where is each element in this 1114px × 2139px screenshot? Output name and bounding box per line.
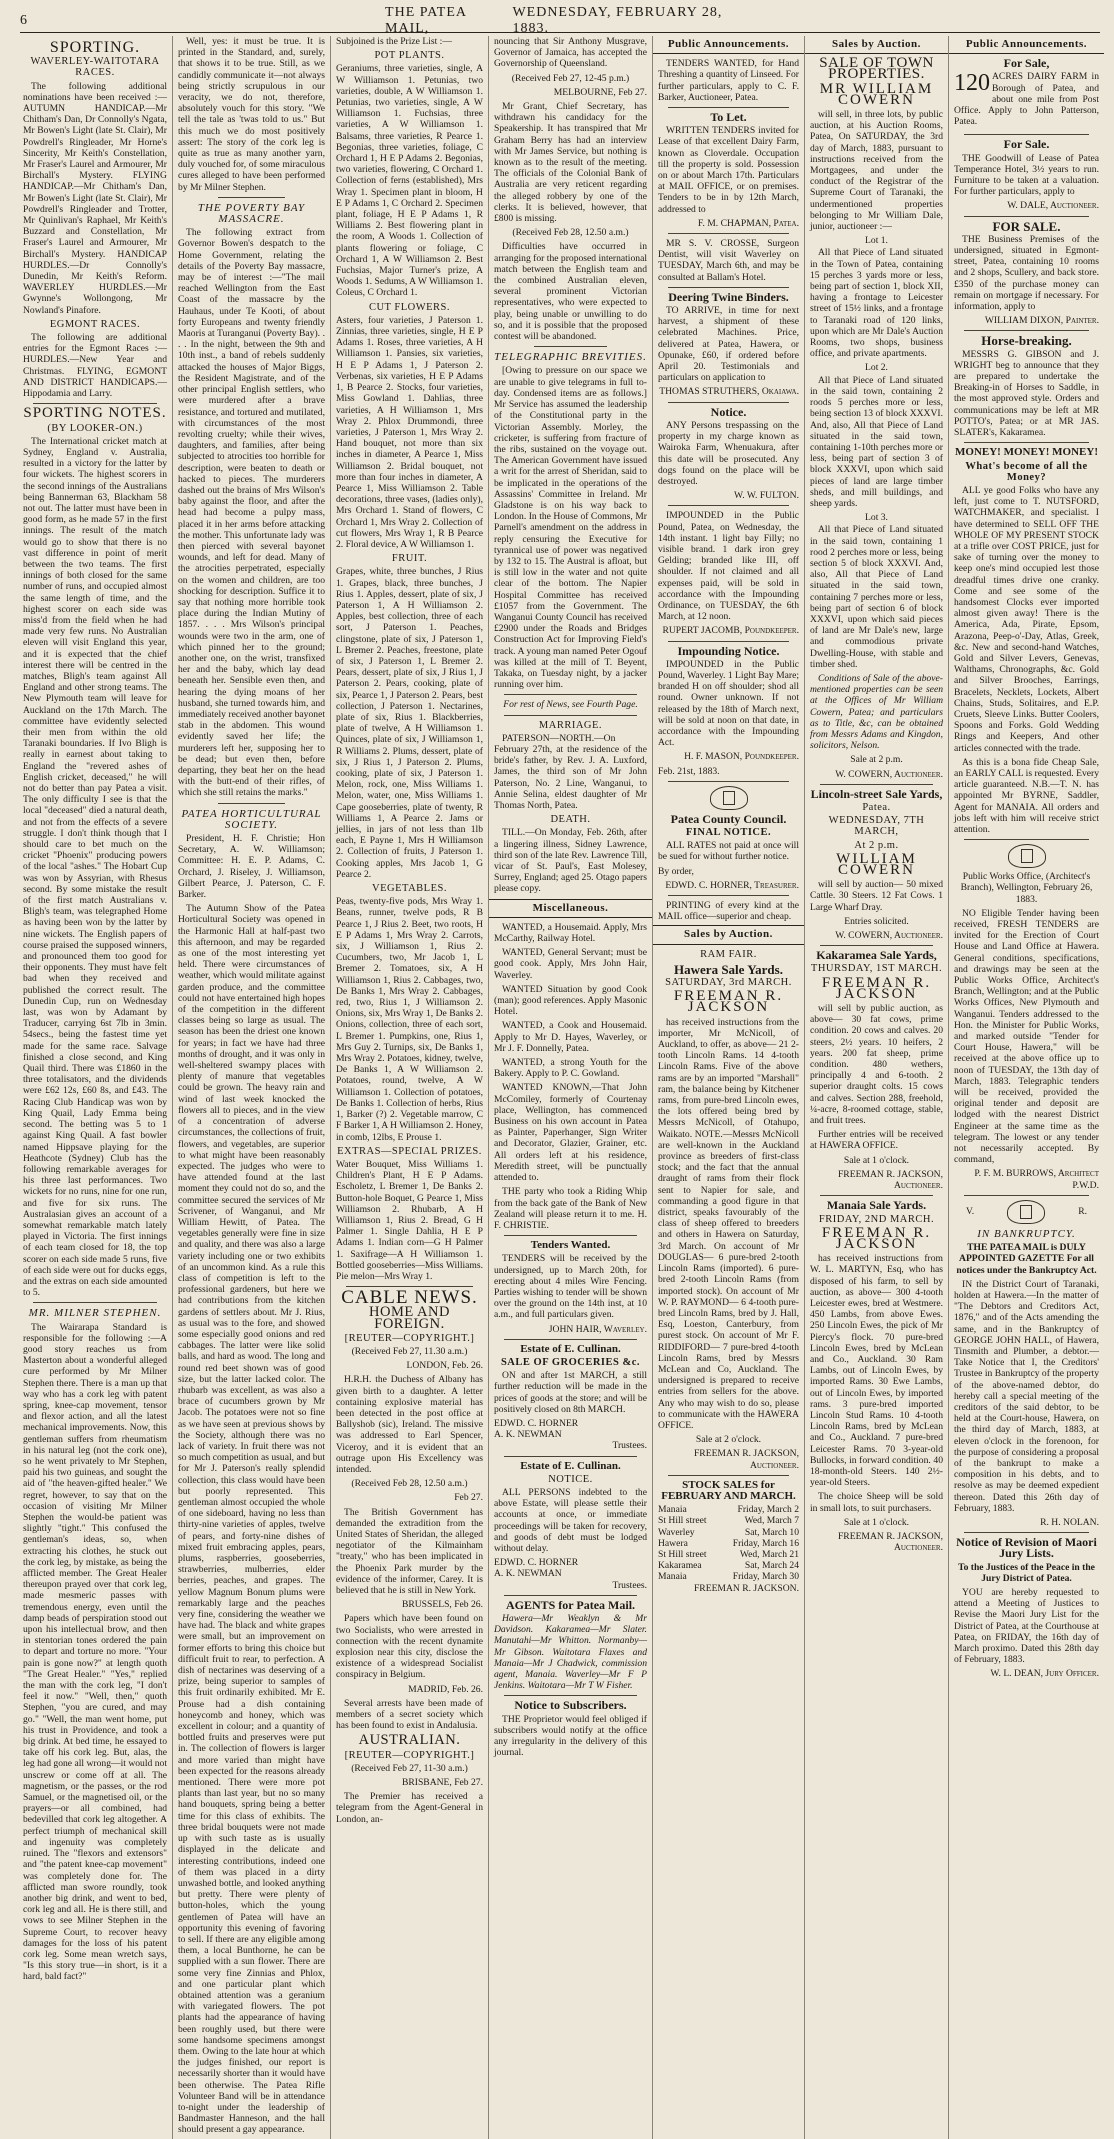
sales-by-auction-heading: Sales by Auction. <box>805 36 948 54</box>
divider <box>218 197 285 198</box>
misc-ad: WANTED, a Housemaid. Apply, Mrs McCarthy, Railway Hotel. <box>494 921 647 945</box>
auctioneer-name: FREEMAN R. JACKSON <box>821 1224 932 1252</box>
stock-sales-heading: STOCK SALES for FEBRUARY AND MARCH. <box>661 1478 796 1502</box>
public-announcements-heading: Public Announcements. <box>653 36 804 54</box>
column-2 <box>173 36 331 2139</box>
divider <box>668 781 789 782</box>
divider <box>504 715 637 716</box>
for-sale-heading: For Sale, <box>1003 56 1050 71</box>
column-1 <box>18 36 173 2139</box>
lincoln-street-time: At 2 p.m. <box>854 839 899 851</box>
marriage-heading: MARRIAGE. <box>538 719 603 731</box>
ram-fair-label: RAM FAIR. <box>700 948 757 960</box>
business-premises-signature: WILLIAM DIXON, Painter. <box>984 315 1099 327</box>
lincoln-street-signature: W. COWERN, Auctioneer. <box>835 930 943 942</box>
australian-reuter: [REUTER—COPYRIGHT.] <box>344 1749 475 1761</box>
stock-sale-place: Manaia <box>658 1504 687 1516</box>
divider <box>964 330 1089 331</box>
misc-ad: WANTED, a Cook and Housemaid. Apply to Mr D. Hayes, Waverley, or Mr J. F. Donnelly, Patea. <box>494 1020 647 1054</box>
divider <box>668 287 789 288</box>
misc-ad: WANTED Situation by good Cook (man); good references. Apply Masonic Hotel. <box>494 983 647 1018</box>
misc-ad: WANTED KNOWN,—That John McComiley, formerly of Courtenay place, Wellington, has commenced Business on his own account in Patea as Painter, Paperhanger, Sign Writer and Decorator, Glazier, Grainer, etc. All orders left at his residence, Meredith street, will be punctually attended to. <box>494 1082 647 1184</box>
stock-sale-date: Sat, March 10 <box>744 1526 799 1538</box>
stock-sale-place: Manaia <box>658 1571 687 1583</box>
brussels-dateline: BRUSSELS, Feb 26. <box>401 1599 483 1611</box>
misc-ad: WANTED, General Servant; must be good cook. Apply, Mrs John Hair, Waverley. <box>494 947 647 981</box>
public-works-body: NO Eligible Tender having been received, FRESH TENDERS are invited for the Erection of Court House and Land Office at Hawera. General conditions, specifications, and drawings may be seen at the Public Works Office, Architect's Branch, Wellington; and at the Public Works Offices, New Plymouth and Wanganui. Tenders addressed to the Hon. the Minister for Public Works, and marked outside "Tender for Court House, Hawera," will be received at the above office up to noon of TUESDAY, the 13th day of March, 1883. Telegraphic tenders will be received, provided the original tender and deposit are lodged with the nearest District Engineer at the same time as the telegram. The lowest or any tender not necessarily accepted. By command, <box>954 907 1099 1166</box>
pot-plants-list: Geraniums, three varieties, single, A W Williamson 1. Petunias, two varieties, double, A W Williamson 1. Petunias, two varieties, single, A W Williamson 1. Fuchsias, three varieties, A W Williamson 1. Balsams, three varieties, R Pearce 1. Begonias, three varieties, foliage, C Orchard 1, H E P Adams 2. Begonias, two varieties, flowering, C Orchard 1. Collection of ferns (established), Mrs Wray 1. Specimen plant in bloom, H E P Adams 1, C Orchard 2. Specimen plant, foliage, H E P Adams 1, R Williams 2. Best flowering plant in the room, A Woods 1. Collection of plants flowering or foliage, C Orchard 1, A W Williamson 2. Best Fuchsias, Major Turner's prize, A Woods 1. Sedums, A W Williamson 1. Coleus, C Orchard 1. <box>336 63 483 299</box>
issue-date: WEDNESDAY, FEBRUARY 28, 1883. <box>512 5 723 36</box>
kakaramea-body: will sell by public auction, as above— 30 fat cows, prime condition. 20 cows and calves. 20 steers, 2½ years. 10 heifers, 2 years. 200 fat sheep, prime condition. 480 wethers, principally 4 and 6-tooth. 2 superior draught colts. 15 cows and calves. Section 288, freehold, ¼-acre, 8-roomed cottage, stable, and fruit trees. <box>810 1003 943 1127</box>
dentist-notice: MR S. V. CROSSE, Surgeon Dentist, will visit Waverley on TUESDAY, March 6th, and may be consulted at Ballam's Hotel. <box>658 238 799 283</box>
vegetables-list: Peas, twenty-five pods, Mrs Wray 1. Beans, runner, twelve pods, R B Pearce 1, J Rius 2. Beet, two roots, H E P Adams 1, Mrs Wray 2. Carrots, six, J Williamson 1, Rius 2. Cucumbers, two, Mr Jacob 1, L Bremer 2. Tomatoes, six, A H Williamson 1, Rius 2. Cabbages, two, De Banks 1, Mrs Wray 2. Cabbages, red, two, Rius 1, J Williamson 2. Onions, six, Mrs Wray 1, De Banks 2. Onions, collection, three of each sort, L Bremer 1. Pumpkins, one, Rius 1, Mrs Guy 2. Turnips, six, De Banks 1, Mrs Wray 2. Potatoes, kidney, twelve, De Banks 1, A W Williamson 2. Potatoes, round, twelve, A W Williamson 1. Collection of potatoes, De Banks 1. Collection of herbs, Rius 1, Barker (?) 2. Vegetable marrow, C F Barker 1, A H Williamson 2. Honey, in comb, 12lbs, E Prouse 1. <box>336 896 483 1143</box>
auctioneer-name: WILLIAM COWERN <box>836 850 917 879</box>
divider <box>668 505 789 506</box>
for-sale-heading: FOR SALE. <box>992 218 1061 234</box>
massacre-heading: THE POVERTY BAY MASSACRE. <box>197 201 306 226</box>
agents-list: Hawera—Mr Weaklyn & Mr Davidson. Kakaramea—Mr Slater. Manutahi—Mr Whitton. Normanby—Mr Gibson. Waitotara Flaxes and Manaia—Mr J Chadwick, commission agent, Manaia. Waverley—Mr F P Jenkins. Waitotara—Mr T W Fisher. <box>494 1613 647 1692</box>
melbourne-received: (Received Feb 27, 12-45 p.m.) <box>511 72 630 84</box>
impounding-notice-date: Feb. 21st, 1883. <box>658 765 720 777</box>
trespass-notice-heading: Notice. <box>710 404 747 419</box>
stock-sale-row <box>658 1504 799 1515</box>
trespass-notice-signature: W. W. FULTON. <box>734 490 799 502</box>
prize-list-intro: Subjoined is the Prize List :— <box>336 36 452 47</box>
masthead <box>20 5 1100 36</box>
death-heading: DEATH. <box>550 814 591 826</box>
stock-sale-row <box>658 1549 799 1560</box>
manaia-date: FRIDAY, 2ND MARCH. <box>818 1213 935 1225</box>
horticultural-officers: President, H. F. Christie; Hon Secretary, A. W. Williamson; Committee: H. E. P. Adams, C. Orchard, J. Riseley, J. Williamson, Gilbert Pearce, J. Paterson, C. F. Barker. <box>178 833 325 901</box>
twine-binders-body: TO ARRIVE, in time for next harvest, a shipment of these celebrated Machines. Price, delivered at Patea, Hawera, or Opunake, £60, if ordered before April 20. Testimonials and particulars on application to <box>658 305 799 384</box>
estate-heading: Estate of E. Cullinan. <box>520 1342 621 1355</box>
trustees-label: Trustees. <box>612 1579 647 1591</box>
column-4 <box>489 36 653 2139</box>
subscribers-heading: Notice to Subscribers. <box>514 1698 627 1713</box>
milner-stephen-body: The Wairarapa Standard is responsible for the following :—A good story reaches us from Masterton about a wonderful alleged cure performed by Mr Milner Stephen there. There is a man up that way who has a cork leg with patent spring, knee-cap movement, tensor and flexor action, and all the latest mechanical improvements. Now, this gentleman suffers from rheumatism in his natural leg (not the cork one), so he went privately to Mr Stephen, paid his two guineas, and sought the aid of "the heaven-gifted healer." We regret, however, to say that on the occasion of visiting Mr Milner Stephen the would-be patient was slightly "tight." This confused the gentleman's ideas, so, when extracting his clothes, he stuck out the cork leg, by mistake, as being the afflicted member. The Great Healer thereupon prayed over that cork leg, made mesmeric passes with tremendous energy, even until the damp beads of perspiration stood out upon his intellectual brow, and then in stentorian tones ordered the pain to depart and torture no more. "Your pain is gone now?" at length quoth "The Great Healer." "Yes," replied the man with the cork leg, "I don't feel it now." "Well, then," quoth Stephen, "you are cured, and may go." "Well, the man went home, put his trust in Providence, and took a big drink. At bed time, he essayed to take off his cork leg. But, alas, the leg had gone all wrong—it would not unscrew or come off at all. The magnetism, or the passes, or the rod Samuel, or the magnetised oil, or the prayers—or all combined, had bedevilled that cork leg altogether. A perfect triumph of mechanical skill and ingenuity was completely ruined. The "flexors and extensors" and "the patent knee-cap movement" was completely done for. The afflicted man swore roundly, took another big drink, and went to bed, cork leg and all. He is there still, and vows to see Milner Stephen in the Supreme Court, to recover heavy damages for the loss of his patent cork leg. Some mean wretch says, "Is this story true—in short, is it a hard, bald fact?" <box>23 1321 167 1983</box>
final-notice-subheading: FINAL NOTICE. <box>685 826 772 838</box>
lincoln-street-body: will sell by auction— 50 mixed Cattle. 30 Steers. 12 Fat Cows. 1 Large Wharf Dray. <box>810 879 943 913</box>
estate-notice-subheading: NOTICE. <box>548 1473 593 1485</box>
crown-icon <box>1007 1200 1045 1224</box>
divider <box>504 1595 637 1596</box>
horse-breaking-heading: Horse-breaking. <box>981 333 1072 349</box>
hawera-sale-body: has received instructions from the importer, Mr McNicoll, of Auckland, to offer, as above— 21 2-tooth Lincoln Rams. 14 4-tooth Lincoln Rams. Five of the above rams are by an imported "Marshall" ram, the balance being by Kitchener rams, from pure-bred Lincoln ewes, the lots offered being bred by Messrs McNicoll, of Otahupo, Waikato. NOTE.—Messrs McNicoll are well-known in the Auckland province as breeders of first-class stock; and the fact that the annual draught of rams from their flock sent to Napier for sale, and commanding a good figure in that district, speaks favourably of the class of sheep offered to breeders and others in Hawera on Saturday, 3rd March. On account of Mr DOUGLAS— 6 pure-bred 2-tooth Lincoln Rams (imported). 6 pure-bred 2-tooth Lincoln Rams (from imported stock). On account of Mr W. P. RAYMOND— 6 4-tooth pure-bred Lincoln Rams, bred by J. Hall, Esq, Loeston, Canterbury, from purest stock. On account of Mr F. RIDDIFORD— 7 pure-bred 4-tooth Lincoln Rams, bred by Messrs McLean and Co, Auckland. The undersigned is prepared to receive entries from sellers for the above. Any who may wish to do so, please to communicate with the HAWERA OFFICE. <box>658 1016 799 1431</box>
waverley-races-heading: WAVERLEY-WAITOTARA RACES. <box>30 56 160 79</box>
stock-sale-date: Wed, March 7 <box>744 1515 799 1527</box>
tenders-wanted-body: TENDERS will be received by the undersigned, up to March 20th, for erecting about 4 miles Wire Fencing. Parties wishing to tender will be shown over the ground on the 14th inst, at 10 a.m., and full particulars given. <box>494 1253 647 1321</box>
columns <box>18 36 1104 2136</box>
massacre-body: The following extract from Governor Bowen's despatch to the Home Government, relating the details of the Poverty Bay massacre, may be of interest :—"The mail reached Wellington from the East Coast of the massacre by the Hauhaus, under Te Kooti, of about forty Europeans and twenty friendly Maoris at Turanganui (Poverty Bay). . . . In the night, between the 9th and 10th inst., a band of rebels suddenly attacked the houses of Major Biggs, the Resident Magistrate, and of the other principal English settlers, who were murdered after a brave resistance, and tortured and mutilated, with circumstances of the most revolting cruelty; while their wives, daughters, and families, after being subjected to atrocities too horrible for description, were beaten to death or hacked to pieces. The murderers dashed out the brains of Mrs Wilson's baby against the floor, and after the head had become a pulpy mass, placed it in her arms before attacking the mother. This unfortunate lady was then pierced with several bayonet wounds, and left for dead. Many of the atrocities perpetrated, especially on the women and children, are too shocking for description. Suffice it to say that nothing more horrible took place during the Indian Mutiny of 1857. . . . Mrs Wilson's principal wounds were two in the arm, one of which pinned her to the ground; another one, on the wrist, transfixed her and the baby, which lay dead beneath her. Sensible even then, and hearing the dying moans of her husband, she turned towards him, and immediately received another bayonet stab in the abdomen. This wound evidently saved her life; the murderers left her, supposing her to be dead; but even then, before departing, they beat her on the head with the butt-end of their rifles, of which she still retains the marks." <box>178 227 325 799</box>
kakaramea-date: THURSDAY, 1ST MARCH. <box>810 963 943 975</box>
pot-plants-heading: POT PLANTS. <box>374 50 445 62</box>
stock-sale-row <box>658 1515 799 1526</box>
auctioneer-name: FREEMAN R. JACKSON <box>821 974 932 1002</box>
stock-sale-row <box>658 1527 799 1538</box>
kakaramea-time: Sale at 1 o'clock. <box>843 1154 910 1166</box>
county-council-body: ALL RATES not paid at once will be sued for without further notice. <box>658 840 799 863</box>
twine-binders-signature: THOMAS STRUTHERS, Okaiawa. <box>659 386 799 398</box>
horticultural-heading: PATEA HORTICULTURAL SOCIETY. <box>181 807 322 831</box>
brisbane-dateline: BRISBANE, Feb 27. <box>401 1777 483 1789</box>
stock-sale-row <box>658 1560 799 1571</box>
divider <box>668 641 789 642</box>
money-subheading: What's become of all the Money? <box>965 460 1088 483</box>
cut-flowers-heading: CUT FLOWERS. <box>368 301 451 313</box>
hawera-sale-time: Sale at 2 o'clock. <box>695 1434 762 1446</box>
to-let-heading: To Let. <box>710 110 747 125</box>
maori-jury-body: YOU are hereby requested to attend a Meeting of Justices to Revise the Maori Jury List for the District of Patea, at the Courthouse at Patea, on FRIDAY, the 16th day of March proximo. Dated this 28th day of February, 1883. <box>954 1586 1099 1666</box>
lincoln-street-date: WEDNESDAY, 7TH MARCH, <box>828 815 925 838</box>
impounded-patea-body: IMPOUNDED in the Public Pound, Patea, on Wednesday, the 14th instant. 1 light bay Filly; no visible brand. 1 dark iron grey Gelding; branded like III, off shoulder. If not claimed and all expenses paid, will be sold in accordance with the Impounding Ordinance, on TUESDAY, the 6th March, at 12 noon. <box>658 510 799 623</box>
stock-sales-table <box>658 1504 799 1582</box>
stock-sale-date: Friday, March 2 <box>737 1504 799 1516</box>
hawera-sale-yards-heading: Hawera Sale Yards. <box>674 961 783 977</box>
bankruptcy-body: IN the District Court of Taranaki, holden at Hawera.—In the matter of "The Debtors and Creditors Act, 1876," and of the Acts amending the same, and in the Bankruptcy of GEORGE JOHN HALL, of Hawera, Tinsmith and Plumber, a debtor.—Take Notice that I, the Creditors' Trustee in Bankruptcy of the property of the above-named debtor, do hereby call a special meeting of the creditors of the said debtor, to be held at the Court-house, Hawera, on the third day of March, 1883, at eleven o'clock in the forenoon, for the purpose of considering a proposal of the bankrupt to make a composition in his debts, and to resolve as may be deemed expedient thereon. Dated this 26th day of February, 1883. <box>954 1278 1099 1514</box>
extras-list: Water Bouquet, Miss Williams 1. Children's Plant, H E P Adams. Escholetz, L Bremer 1, De Banks 2. Button-hole Boquet, G Pearce 1, Miss Williamson 2. Rhubarb, A H Williamson 1, Rius 2. Bread, G H Palmer 1. Single Dahlia, H E P Adams 1. Indian corn—G H Palmer 1. Saxifrage—A H Williamson 1. Bottled gooseberries—Miss Williams. Pie melon—Mrs Wray 1. <box>336 1158 483 1282</box>
madrid-dateline: MADRID, Feb. 26. <box>408 1683 483 1695</box>
misc-ad: THE party who took a Riding Whip from the back gate of the Bank of New Zealand will please return it to me. H. F. CHRISTIE. <box>494 1186 647 1231</box>
manaia-note: The choice Sheep will be sold in small lots, to suit purchasers. <box>810 1491 943 1514</box>
twine-binders-heading: Deering Twine Binders. <box>668 289 789 304</box>
royal-cipher <box>954 1200 1099 1224</box>
divider <box>504 1456 637 1457</box>
lot-2-body: All that Piece of Land situated in the said town, containing 2 roods 5 perches more or less, being section 13 of block XXXVI. And, also, All that Piece of Land situated in the said town, containing 1-10th perches more or less, being part of section 3 of block XXXVI, upon which said pieces of land are large timber sheds, and mill buildings, and sheep yards. <box>810 374 943 509</box>
telegraphic-heading: TELEGRAPHIC BREVITIES. <box>494 351 647 364</box>
divider <box>668 1475 789 1476</box>
stock-sale-row <box>658 1538 799 1549</box>
subscribers-body: THE Proprietor would feel obliged if subscribers would notify at the office any irregularity in the delivery of this journal. <box>494 1713 647 1759</box>
estate-sale-body: ON and after 1st MARCH, a still further reduction will be made in the prices of goods at the store; and will be positively closed on 8th MARCH. <box>494 1370 647 1415</box>
auctioneer-name: MR WILLIAM COWERN <box>819 80 934 108</box>
lot-2-heading: Lot 2. <box>865 362 888 374</box>
london2-dateline: Feb 27. <box>454 1492 483 1504</box>
watchmaker-note: As this is a bona fide Cheap Sale, an EARLY CALL is requested. Every article guaranteed. N.B.—T. N. has appointed Mr BYRNE, Saddler, Agent for MANAIA. All orders and jobs left with him will receive strict attention. <box>954 756 1099 835</box>
madrid-body: Several arrests have been made of members of a secret society which has been found to exist in Andalusia. <box>336 1697 483 1732</box>
horse-breaking-body: MESSRS G. GIBSON and J. WRIGHT beg to announce that they are prepared to undertake the Breaking-in of Horses to Saddle, in the most approved style. Orders and communications may be left at MR POTTO's, Patea; or at MR JAS. SLATER's, Kakaramea. <box>954 348 1099 439</box>
impounding-notice-body: IMPOUNDED in the Public Pound, Waverley. 1 Light Bay Mare; branded H on off shoulder; shod all round. Owner unknown. If not released by the 18th of March next, will be sold at noon on that date, in accordance with the Impounding Act. <box>658 658 799 749</box>
stock-sale-place: Kakaramea <box>658 1560 702 1572</box>
milner-stephen-continued: Well, yes: it must be true. It is printed in the Standard, and, surely, that shows it to be true. Still, as we candidly communicate it—not always being strictly scrupulous in our veracity, we do not, therefore, absolutely vouch for this story. "We tell the tale as 'twas told to us." But this much we do most positively assert: The story of the cork leg is quite as true as many another yarn, duly vouched for, of some miraculous cures alleged to have been performed by Mr Milner Stephen. <box>178 36 325 193</box>
auctioneer-name: FREEMAN R. JACKSON <box>673 988 784 1016</box>
divider <box>820 1195 933 1196</box>
stock-sale-row <box>658 1571 799 1582</box>
county-council-by-order: By order, <box>658 865 694 877</box>
to-let-signature: F. M. CHAPMAN, Patea. <box>697 217 799 229</box>
business-premises-body: THE Business Premises of the undersigned, situated in Egmont-street, Patea, containing 10 rooms and 2 shops, Scullery, and back store. £350 of the purchase money can remain on mortgage if necessary. For information, apply to <box>954 233 1099 313</box>
melbourne-body: Mr Grant, Chief Secretary, has withdrawn his candidacy for the Speakership. It has transpired that Mr Graham Berry has had an interview with Mr James Service, but nothing is known as to the result of the meeting. The officials of the Colonial Bank of Australia are very reticent regarding the alleged robbery by one of the clerks. It is believed, however, that £800 is missing. <box>494 101 647 225</box>
divider <box>964 839 1089 840</box>
divider <box>964 216 1089 217</box>
melbourne2-received: (Received Feb 28, 12.50 a.m.) <box>512 227 629 239</box>
county-council-heading: Patea County Council. <box>670 811 787 826</box>
public-announcements-heading: Public Announcements. <box>949 36 1104 54</box>
manaia-signature: FREEMAN R. JACKSON, Auctioneer. <box>837 1530 943 1554</box>
divider <box>33 403 157 404</box>
milner-stephen-heading: MR. MILNER STEPHEN. <box>28 1307 162 1320</box>
divider <box>964 442 1089 443</box>
cipher-left: V. <box>966 1206 975 1218</box>
divider <box>33 1302 157 1303</box>
vegetables-heading: VEGETABLES. <box>372 883 447 895</box>
stock-sale-date: Friday, March 16 <box>732 1537 799 1549</box>
stock-sale-place: Waverley <box>658 1526 695 1538</box>
divider <box>534 346 607 347</box>
watchmaker-body: ALL ye good Folks who have any left, just come to T. NUTSFORD, WATCHMAKER, and specialist. I have determined to SELL OFF THE WHOLE OF MY PRESENT STOCK at a trifle over COST PRICE, just for sake of turning over the money to keep one's mind occupied lest those dreadful times drive one cranky. Come and see some of the handsomest Clocks ever imported almost given away! There is the America, Ada, Pirate, Epsom, Arazona, Peep-o'-Day, Atlas, Greek, &c. New and second-hand Watches, Gold and Silver Levers, Genevas, Walthams, Chronographs, &c. Gold and Silver Brooches, Earrings, Bracelets, Necklets, Lockets, Albert Chains, Studs, Solitaires, and E.P. Cruets, Sleeve Links. Butter Coolers, Spoons and Forks. Gold Wedding Rings and Keepers, And other articles connected with the trade. <box>954 484 1099 754</box>
bankruptcy-heading: IN BANKRUPTCY. <box>977 1227 1076 1240</box>
divider <box>820 945 933 946</box>
kakaramea-notes: Further entries will be received at HAWERA OFFICE. <box>810 1129 943 1152</box>
fruit-list: Grapes, white, three bunches, J Rius 1. Grapes, black, three bunches, J Rius 1. Apples, dessert, plate of six, J Paterson 1, A H Williamson 2. Apples, best collection, three of each sort, J Paterson 1. Peaches, clingstone, plate of six, J Paterson 1, L Bremer 2. Peaches, freestone, plate of six, J Paterson 1, L Bremer 2. Pears, dessert, plate of six, J Rius 1, J Paterson 2. Pears, cooking, plate of six, Pearce 1, J Paterson 2. Pears, best collection, J Paterson 1. Nectarines, plate of six, Rius 1. Blackberries, plate of twelve, A H Williamson 1. Quinces, plate of six, J Williamson 1, R Williams 2. Plums, dessert, plate of six, J Rius 1, J Paterson 2. Plums, cooking, plate of six, J Paterson 1. Melon, rock, one, Miss Williams 1. Melon, water, one, Miss Williams 1. Cape gooseberries, plate of twenty, R Williams 1, A Pearce 2. Jams or jellies, in jars of not less than 1lb each, E Payne 1, Mrs H Williamson 2. Collection of fruits, J Paterson 1. Cooking apples, Mrs Jacob 1, G Pearce 2. <box>336 566 483 880</box>
stock-sale-date: Wed, March 21 <box>739 1548 799 1560</box>
estate-sale-subheading: SALE OF GROCERIES &c. <box>500 1356 641 1368</box>
for-sale-heading: For Sale. <box>1003 137 1050 152</box>
miscellaneous-heading: Miscellaneous. <box>489 899 652 918</box>
agents-heading: AGENTS for Patea Mail. <box>505 1597 636 1612</box>
divider <box>964 134 1089 135</box>
manaia-time: Sale at 1 o'clock. <box>843 1516 910 1528</box>
manaia-body: has received instructions from W. L. MARTYN, Esq, who has disposed of his farm, to sell by auction, as above— 300 4-tooth Leicester ewes, bred at Westmere. 450 Lambs, from above Ewes. 250 Lincoln Ewes, the pick of Mr Piercy's flock. 70 pure-bred Lincoln Ewes, bred by McLean and Co., Auckland. 30 Ram Lambs, out of Lincoln Ewes, by imported Rams. 30 Ewe Lambs, out of Lincoln Ewes, by imported rams. 3 pure-bred imported Lincoln Stud Rams. 10 4-tooth Lincoln Rams, bred by McLean and Co., Auckland. 7 pure-bred Leicester Rams. 70 3-year-old Bullocks, in forward condition. 40 18-month-old Steers. 140 2½-year-old Steers. <box>810 1253 943 1489</box>
column-6 <box>805 36 949 2139</box>
trustee-name: A. K. NEWMAN <box>494 1429 562 1441</box>
to-let-body: WRITTEN TENDERS invited for Lease of that excellent Dairy Farm, known as Cloverdale. Occupation till the property is sold. Possession on or about March 17th. Particulars at MAIL OFFICE, or on premises. Tenders to be in by 12th March, addressed to <box>658 125 799 215</box>
london2-body: The British Government has demanded the extradition from the United States of Sheridan, the alleged negotiator of the Kilmainham "treaty," who has been implicated in the Phoenix Park murder by the evidence of the informer, Carey. It is believed that he is still in New York. <box>336 1506 483 1597</box>
trespass-notice-body: ANY Persons trespassing on the property in my charge known as Wairoka Farm, Whenuakura, after this date will be prosecuted. Any dogs found on the place will be destroyed. <box>658 419 799 487</box>
money-heading: MONEY! MONEY! MONEY! <box>955 446 1098 459</box>
divider <box>820 784 933 785</box>
trustee-name: A. K. NEWMAN <box>494 1568 562 1580</box>
town-properties-intro: will sell, in three lots, by public auction, at his Auction Rooms, Patea, On SATURDAY, the 3rd day of March, 1883, pursuant to instructions received from the Mortgagees, and under the conduct of the Registrar of the Supreme Court of Taranaki, the undermentioned properties belonging to Mr William Dale, junior, auctioneer :— <box>810 109 943 233</box>
impounding-notice-signature: H. F. MASON, Poundkeeper. <box>684 751 799 763</box>
lot-1-body: All that Piece of Land situated in the Town of Patea, containing 15 perches 3 yards more or less, being part of section 1, block XII, having a frontage to Leicester street of 15½ links, and a frontage to Taranaki road of 120 links, upon which are Mr Dale's Auction Rooms, two shops, business office, and private apartments. <box>810 247 943 360</box>
printing-ad: PRINTING of every kind at the MAIL office—superior and cheap. <box>658 900 799 923</box>
sporting-heading: SPORTING. <box>49 39 141 56</box>
home-foreign-heading: HOME AND FOREIGN. <box>369 1304 450 1332</box>
column-7 <box>949 36 1104 2139</box>
lincoln-street-place: Patea. <box>862 802 891 813</box>
column-5 <box>653 36 805 2139</box>
fruit-heading: FRUIT. <box>391 553 428 565</box>
trustee-name: EDWD. C. HORNER <box>494 1417 579 1429</box>
threshing-tender: TENDERS WANTED, for Hand Threshing a quantity of Linseed. For further particulars, apply to C. F. Barker, Auctioneer, Patea. <box>658 58 799 103</box>
hotel-lease-signature: W. DALE, Auctioneer. <box>1007 200 1099 212</box>
divider <box>218 803 285 804</box>
melbourne2-body: Difficulties have occurred in arranging for the proposed international match between the English team and the combined Australian eleven, several prominent Victorian representatives, who were expected to play, being unable or unwilling to do so, and it is possible that the proposed contest will be abandoned. <box>494 241 647 343</box>
conditions-of-sale: Conditions of Sale of the above-mentioned properties can be seen at the Offices of Mr William Cowern, Patea; and particulars as to Title, &c, can be obtained from Messrs Adams and Kingdon, solicitors, Nelson. <box>810 672 943 752</box>
stock-sale-date: Friday, March 30 <box>732 1571 799 1583</box>
town-properties-heading: SALE OF TOWN PROPERTIES. <box>819 55 934 83</box>
divider <box>668 895 789 896</box>
stock-sale-place: Hawera <box>658 1537 688 1549</box>
brisbane-body: The Premier has received a telegram from the Agent-General in London, an- <box>336 1791 483 1825</box>
stock-sale-date: Sat, March 24 <box>744 1560 799 1572</box>
lot-3-body: All that Piece of Land situated in the said town, containing 1 rood 2 perches more or less, being section 5 of block XXXVI. And, also, All that Piece of Land situated in the said town, containing 7 perches more or less, being part of section 6 of block XXXVI, upon which said pieces of land are Mr Dale's new, large and commodious private Dwelling-House, with stable and timber shed. <box>810 524 943 670</box>
town-sale-time: Sale at 2 p.m. <box>850 754 903 766</box>
death-body: TILL.—On Monday, Feb. 26th, after a lingering illness, Sidney Lawrence, third son of the late Rev. Lawrence Till, vicar of St. Paul's, East Molesey, Surrey, England; aged 25. Otago papers please copy. <box>494 827 647 895</box>
paper-name: THE PATEA MAIL, <box>385 5 467 36</box>
egmont-races-body: The following are additional entries for the Egmont Races :— HURDLES.—New Year and Christmas. FLYING, EGMONT AND DISTRICT HANDICAPS.—Hippodamia and Larry. <box>23 332 167 400</box>
lot-3-heading: Lot 3. <box>865 512 888 524</box>
page-number: 6 <box>20 13 28 28</box>
divider <box>504 1235 637 1236</box>
dairy-farm-body: ACRES DAIRY FARM in Borough of Patea, and about one mile from Post Office. Apply to John Patterson, Patea. <box>954 71 1099 128</box>
divider <box>964 1532 1089 1533</box>
stock-sale-place: St Hill street <box>658 1515 707 1527</box>
hawera-sale-signature: FREEMAN R. JACKSON, Auctioneer. <box>693 1448 799 1471</box>
horticultural-body: The Autumn Show of the Patea Horticultural Society was opened in the Harmonic Hall at half-past two this afternoon, and may be regarded as one of the most interesting yet held. There were circumstances of weather, which would militate against garden produce, and the committee could not have entertained high hopes of the competition in the different classes being so large as usual. The season has been the driest one known for years; in fact we have had three months of drought, and it was only in well-sheltered swampy places with plenty of manure that vegetables could be grown. The heavy rain and wind of last week knocked the flowers all to pieces, and in the view of a concentration of adverse circumstances, the collections of fruit, flowers, and vegetables, are superior to what might have been reasonably expected. The judges who were to have attended found at the last moment they could not do so, and the committee secured the services of Mr Scrivener, of Wanganui, and Mr William Hewitt, of Patea. The vegetables generally were fine in size and quality, and there was also a large variety including one or two exhibits of an uncommon kind. As a rule this class of competition is left to the professional gardeners, but here we had contributions from the kitchen gardens of settlers about. Mr J. Rius, as usual was to the fore, and showed some especially good onions and red cabbages. The latter were like solid balls, and hard as wood. The long and round red beet shown was of good size, but the latter lacked color. The rhubarb was excellent, as was also a brace of cucumbers grown by Mr Jacob. The potatoes were not so fine as we have seen at previous shows by the Society, although there was no lack of variety. In fruit there was not so much competition as usual, and but for Mr J. Paterson's really splendid collection, this class would have been but poorly represented. This gentleman almost occupied the whole of one sideboard, having no less than thirty-nine varieties of apples, twelve of pears, and forty-nine dishes of mixed fruit embracing apples, pears, plums, raspberries, gooseberries, strawberries, mulberries, elder berries, peaches, and grapes. The yellow Magnum Bonum plums were remarkably large and the peaches very fine, considering the weather we have had. The black and white grapes were small, but an improvement on former efforts to bring this choice but difficult fruit to rear, to perfection. A dish of nectarines was deserving of a prize, being superior to samples of this fruit ordinarily exhibited. Mr E. Prouse had a dish containing honeycomb and honey, which was excellent in colour; and a quantity of bottled fruits and preserves were put in. The collection of flowers is larger and more varied than might have been expected for the reasons already mentioned. There were more pot plants than last year, but no so many hand bouquets, spring being a better time for this class of exhibits. The three bridal bouquets were not made up with such taste as is usually displayed in the delicate and interesting contributions, indeed one of them was placed in a dirty unwashed bottle, and looked anything but pretty. There were plenty of button-holes, which the young gentlemen of Patea will have an opportunity this evening of favoring to sell. If there are any eligible among them, a local Bunthorne, he can be supplied with a sun flower. There are some very fine Zinnias and Phlox, and one particular plant which obtained attention was a geranium with variegated flowers. The pot plants had the appearance of having been roughly used, but there were some handsome specimens amongst them. Owing to the late hour at which the judges finished, our report is necessarily shorter than it would have been otherwise. The Patea Rifle Volunteer Band will be in attendance to-night under the leadership of Bandmaster Hanneson, and the hall should present a gay appearance. <box>178 903 325 2136</box>
egmont-races-heading: EGMONT RACES. <box>49 318 141 330</box>
estate-notice-body: ALL PERSONS indebted to the above Estate, will please settle their accounts at once, or immediate proceedings will be taken for recovery, and goods of debt must be lodged without delay. <box>494 1486 647 1554</box>
telegraphic-body: [Owing to pressure on our space we are unable to give telegrams in full to-day. Condensed items are as follows.] Mr Service has assumed the leadership of the Constitutional party in the Victorian Assembly. Morley, the cricketer, is suffering from fracture of the ribs, sustained on the voyage out. The American Government have issued a writ for the arrest of Sheridan, said to be implicated in the operations of the Assassins' Committee in Ireland. Mr Gladstone is on his way back to London. In the House of Commons, Mr Parnell's amendment on the address in reply censuring the Executive for tyrannical use of power was negatived by 132 to 15. The Austral is afloat, but is still low in the water and not quite clear of the bottom. The Napier Hospital Committee has received £1057 from the Government. The Wanganui County Council has received £2900 under the Roads and Bridges Construction Act for Improving Field's track. A young man named Peter Ogouf was killed at the mill of T. Beyent, Takaka, on Tuesday night, by a jacker running over him. <box>494 365 647 691</box>
divider <box>668 107 789 108</box>
hotel-lease-body: THE Goodwill of Lease of Patea Temperance Hotel, 3½ years to run. Furniture to be taken at a valuation. For further particulars, apply to <box>954 152 1099 198</box>
estate-heading: Estate of E. Cullinan. <box>520 1459 621 1472</box>
misc-ad: WANTED, a strong Youth for the Bakery. Apply to P. C. Gowland. <box>494 1057 647 1080</box>
trustee-name: EDWD. C. HORNER <box>494 1557 579 1569</box>
column-3 <box>331 36 489 2139</box>
sporting-notes-heading: SPORTING NOTES. <box>23 405 167 422</box>
coat-of-arms-icon <box>1008 844 1046 868</box>
tenders-wanted-signature: JOHN HAIR, Waverley. <box>548 1323 647 1335</box>
reuter-copyright: [REUTER—COPYRIGHT.] <box>344 1332 475 1344</box>
trustees-label: Trustees. <box>612 1440 647 1452</box>
cipher-right: R. <box>1078 1206 1087 1218</box>
divider <box>668 233 789 234</box>
brisbane-received: (Received Feb 27, 11-30 a.m.) <box>351 1762 468 1774</box>
entries-solicited: Entries solicited. <box>844 915 909 927</box>
lot-1-heading: Lot 1. <box>865 235 888 247</box>
manaia-heading: Manaia Sale Yards. <box>826 1198 927 1213</box>
kakaramea-signature: FREEMAN R. JACKSON, Auctioneer. <box>837 1168 943 1192</box>
cable-news-heading: CABLE NEWS. <box>341 1287 478 1309</box>
london2-received: (Received Feb 28, 12.50 a.m.) <box>351 1478 468 1490</box>
maori-jury-signature: W. L. DEAN, Jury Officer. <box>990 1668 1099 1680</box>
brussels-body: Papers which have been found on two Socialists, who were arrested in connection with the recent dynamite explosion near this city, disclose the existence of a widespread Socialist conspiracy in Belgium. <box>336 1613 483 1681</box>
impounding-notice-heading: Impounding Notice. <box>677 643 780 658</box>
rest-of-news: For rest of News, see Fourth Page. <box>503 699 638 711</box>
town-sale-signature: W. COWERN, Auctioneer. <box>835 768 943 780</box>
waverley-races-body: The following additional nominations have been received :— AUTUMN HANDICAP.—Mr Chitham's Dan, Dr Connolly's Ngata, Mr Bowen's Light (late St. Clair), Mr Powdrell's Ringleader, Mr Horne's Sincerity, Mr Keith's Constellation, Mr Fraser's Laurel and Armourer, Mr Birchall's Mystery. FLYING HANDICAP.—Mr Chitham's Dan, Mr Bowen's Light (late St. Clair), Mr Powdrell's Ringleader and Trotter, Mr Quinlivan's Raphael, Mr Keith's Buzzard and Constellation, Mr Fraser's Laurel and Armourer, Mr Birchall's Mystery. HANDICAP HURDLES.—Dr Connolly's Dunedin, Mr Keith's Reform. WAVERLEY HURDLES.—Mr Gwynne's Wollongong, Mr Nowland's Pinafore. <box>23 80 167 316</box>
bankruptcy-signature: R. H. NOLAN. <box>1040 1516 1099 1528</box>
coat-of-arms-icon <box>710 786 748 810</box>
hawera-sale-date: SATURDAY, 3rd MARCH. <box>665 977 792 989</box>
divider <box>504 1339 637 1340</box>
divider <box>964 1195 1089 1196</box>
extras-heading: EXTRAS—SPECIAL PRIZES. <box>337 1145 482 1157</box>
stock-sales-signature: FREEMAN R. JACKSON. <box>693 1582 799 1594</box>
public-works-office: Public Works Office, (Architect's Branch), Wellington, February 26, 1883. <box>960 871 1093 905</box>
stock-sale-place: St Hill street <box>658 1548 707 1560</box>
kakaramea-heading: Kakaramea Sale Yards, <box>816 948 937 963</box>
london-received: (Received Feb 27, 11.30 a.m.) <box>351 1345 468 1357</box>
brisbane-continued: nouncing that Sir Anthony Musgrave, Governor of Jamaica, has accepted the Governorship of Queensland. <box>494 36 647 70</box>
london-body: H.R.H. the Duchess of Albany has given birth to a daughter. A letter containing explosive material has been detected in the post office at Ballyshob (sic), Ireland. The missive was addressed to Earl Spencer, Viceroy, and it is evident that an outrage upon His Excellency was intended. <box>336 1374 483 1475</box>
australian-heading: AUSTRALIAN. <box>358 1732 461 1749</box>
acreage-figure: 120 <box>954 70 990 97</box>
melbourne-dateline: MELBOURNE, Feb 27. <box>553 86 647 98</box>
sporting-notes-byline: (BY LOOKER-ON.) <box>47 422 143 434</box>
maori-jury-heading: Notice of Revision of Maori Jury Lists. <box>956 1535 1097 1561</box>
cut-flowers-list: Asters, four varieties, J Paterson 1. Zinnias, three varieties, single, H E P Adams 1. Roses, three varieties, A H Williamson 1. Pansies, six varieties, H E P Adams 1, J Paterson 2. Verbenas, six varieties, H E P Adams 1, B Pearce 2. Stocks, four varieties, Miss Gowland 1. Dahlias, three varieties, A H Williamson 1, Mrs Wray 2. Phlox Drummondi, three varieties, J Paterson 1, Mrs Wray 2. Hand bouquet, not more than six inches in diameter, A Pearce 1, Miss Williamson 2. Bridal bouquet, not more than four inches in diameter, A Pearce 1, Miss Williamson 2. Table decorations, three vases, (ladies only), Mrs Orchard 1. Stand of flowers, C Orchard 1, Mrs Wray 2. Collection of cut flowers, Mrs Wray 1, R B Pearce 2. Floral device, A W Williamson 1. <box>336 314 483 550</box>
sales-by-auction-heading: Sales by Auction. <box>653 925 804 944</box>
public-works-signature: P. F. M. BURROWS, Architect P.W.D. <box>974 1168 1099 1191</box>
divider <box>668 402 789 403</box>
lincoln-street-heading: Lincoln-street Sale Yards, <box>810 786 943 801</box>
sporting-notes-body: The International cricket match at Sydney, England v. Australia, resulted in a victory for the latter by four wickets. The highest scorers in the second innings of the Australians being Bannerman 63, Blackham 58 not out. The latter must have been in good form, as he made 57 in the first innings. The result of the match would go to show that there is no vast difference in point of merit between the two teams. The first innings of both closed for the same number of runs, and occupied almost the same length of time, and the highest scorer on each side was miss'd from the field when he had made very few runs. No Australian eleven will visit England this year, and it is expected that the chief interest there will be centred in the matches, Bligh's team against All England and other strong teams. The New Plymouth team will leave for Auckland on the 17th March. The committee have evidently selected their men from within the old Taranaki boundaries. If Ivo Bligh is really in earnest about taking to England the "revered ashes of English cricket, deceased," he will not do better than pay Patea a visit. The only difficulty I see is that the local "deceased" died a natural death, and not from the effects of a severe struggle. I don't think though that I should care to bet much on the cricket "Phoenix" producing powers of the local "ashes." The Hobart Cup was won by Assyrian, with Rhesus second. By some mistake the result of the first match Australians v. Bligh's team, was telegraphed Home as having been won by the latter by nine wickets. The English papers of course praised the supposed winners, and pronounced them too good for their opponents. They must have felt bad when they received and published the correct result. The Dunedin Cup, run on Wednesday last, was won by Adamant by Traducer, carrying 6st 7lb in 3min. 54secs., being the fastest time yet made for the same race. Salvage finished a close second, and King Quail third. There was £1860 in the three totalisators, and the dividends were £62 12s, £60 8s, and £43. The Racing Club Handicap was won by King Quail, Lady Emma being second. The betting was 5 to 1 against King Quail. A fast bowler named Hippsave playing for the Heathcote (Sydney) Club has the following remarkable averages for his three last performances. Two wickets for no runs, nine for one run, and five for six runs. The Australasian gives an account of a somewhat remarkable match lately played in Victoria. The first innings of each team closed for 18, the top scorer on each side made 5 runs, five of each side were out for ducks eggs, and the extras on each side amounted to 5. <box>23 435 167 1299</box>
maori-jury-subheading: To the Justices of the Peace in the Jury District of Patea. <box>958 1561 1095 1584</box>
marriage-body: PATERSON—NORTH.—On February 27th, at the residence of the bride's father, by Rev. J. A. Luxford, James, the third son of Mr John Paterson, No. 2 Line, Wanganui, to Annie Selina, eldest daughter of Mr Thomas North, Patea. <box>494 732 647 811</box>
tenders-wanted-heading: Tenders Wanted. <box>530 1239 611 1252</box>
divider <box>504 1695 637 1696</box>
gazette-notice: THE PATEA MAIL is DULY APPOINTED GAZETTE For all notices under the Bankruptcy Act. <box>956 1242 1097 1276</box>
impounded-patea-signature: RUPERT JACOMB, Poundkeeper. <box>662 625 799 637</box>
london-dateline: LONDON, Feb. 26. <box>406 1360 483 1372</box>
divider <box>504 694 637 695</box>
county-council-signature: EDWD. C. HORNER, Treasurer. <box>665 879 799 891</box>
